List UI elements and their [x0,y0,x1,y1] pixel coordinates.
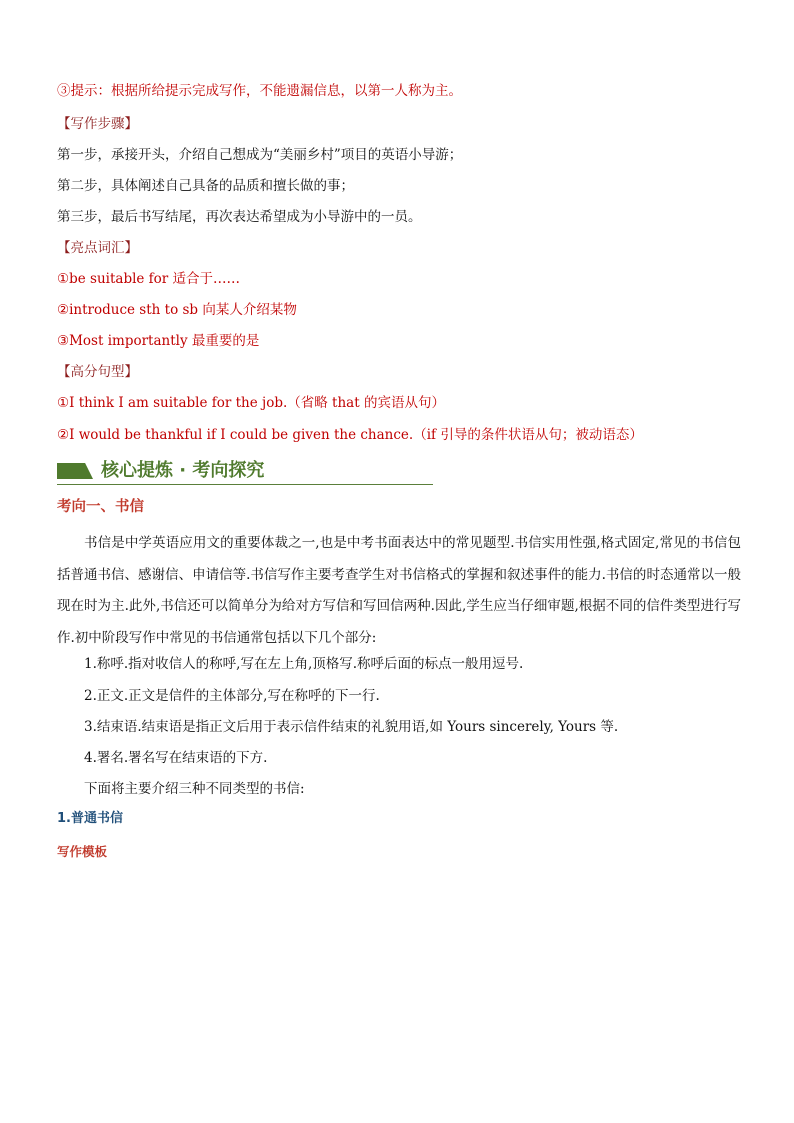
vocab-heading: 【亮点词汇】 [57,240,138,256]
letter-part-item: 3.结束语.结束语是指正文后用于表示信件结束的礼貌用语,如 Yours sincerely, Yours 等. [84,719,619,735]
sentence-item: ②I would be thankful if I could be given the chance.（if 引导的条件状语从句；被动语态） [57,427,643,443]
step-item: 第二步，具体阐述自己具备的品质和擅长做的事； [57,178,354,194]
template-label: 写作模板 [57,844,108,859]
step-item: 第一步，承接开头，介绍自己想成为“美丽乡村”项目的英语小导游； [57,147,463,163]
hint-line: ③提示：根据所给提示完成写作，不能遗漏信息，以第一人称为主。 [57,83,462,99]
vocab-item: ①be suitable for 适合于…… [57,271,241,287]
section-title: 考向一、书信 [57,499,144,515]
sentence-item: ①I think I am suitable for the job.（省略 that 的宾语从句） [57,395,445,411]
letter-part-item: 4.署名.署名写在结束语的下方. [84,750,268,766]
banner-title: 核心提炼 · 考向探究 [101,460,265,481]
subsection-title: 1.普通书信 [57,811,123,826]
steps-heading: 【写作步骤】 [57,116,138,132]
section-banner [57,458,433,485]
vocab-item: ②introduce sth to sb 向某人介绍某物 [57,302,297,318]
banner-bar-icon [57,463,93,479]
intro-paragraph: 书信是中学英语应用文的重要体裁之一,也是中考书面表达中的常见题型.书信实用性强,格式固定,常见的书信包括普通书信、感谢信、申请信等.书信写作主要考查学生对书信格式的掌握和叙述事件的能力.书信的时态通常以一般现在时为主.此外,书信还可以简单分为给对方写信和写回信两种.因此,学生应当仔细审题,根据不同的信件类型进行写作.初中阶段写作中常见的书信通常包括以下几个部分: [57,535,741,646]
step-item: 第三步，最后书写结尾，再次表达希望成为小导游中的一员。 [57,209,422,225]
letter-part-item: 2.正文.正文是信件的主体部分,写在称呼的下一行. [84,688,380,704]
vocab-item: ③Most importantly 最重要的是 [57,333,260,349]
sentences-heading: 【高分句型】 [57,364,138,380]
letter-part-item: 1.称呼.指对收信人的称呼,写在左上角,顶格写.称呼后面的标点一般用逗号. [84,656,524,672]
lead-line: 下面将主要介绍三种不同类型的书信: [84,781,305,797]
